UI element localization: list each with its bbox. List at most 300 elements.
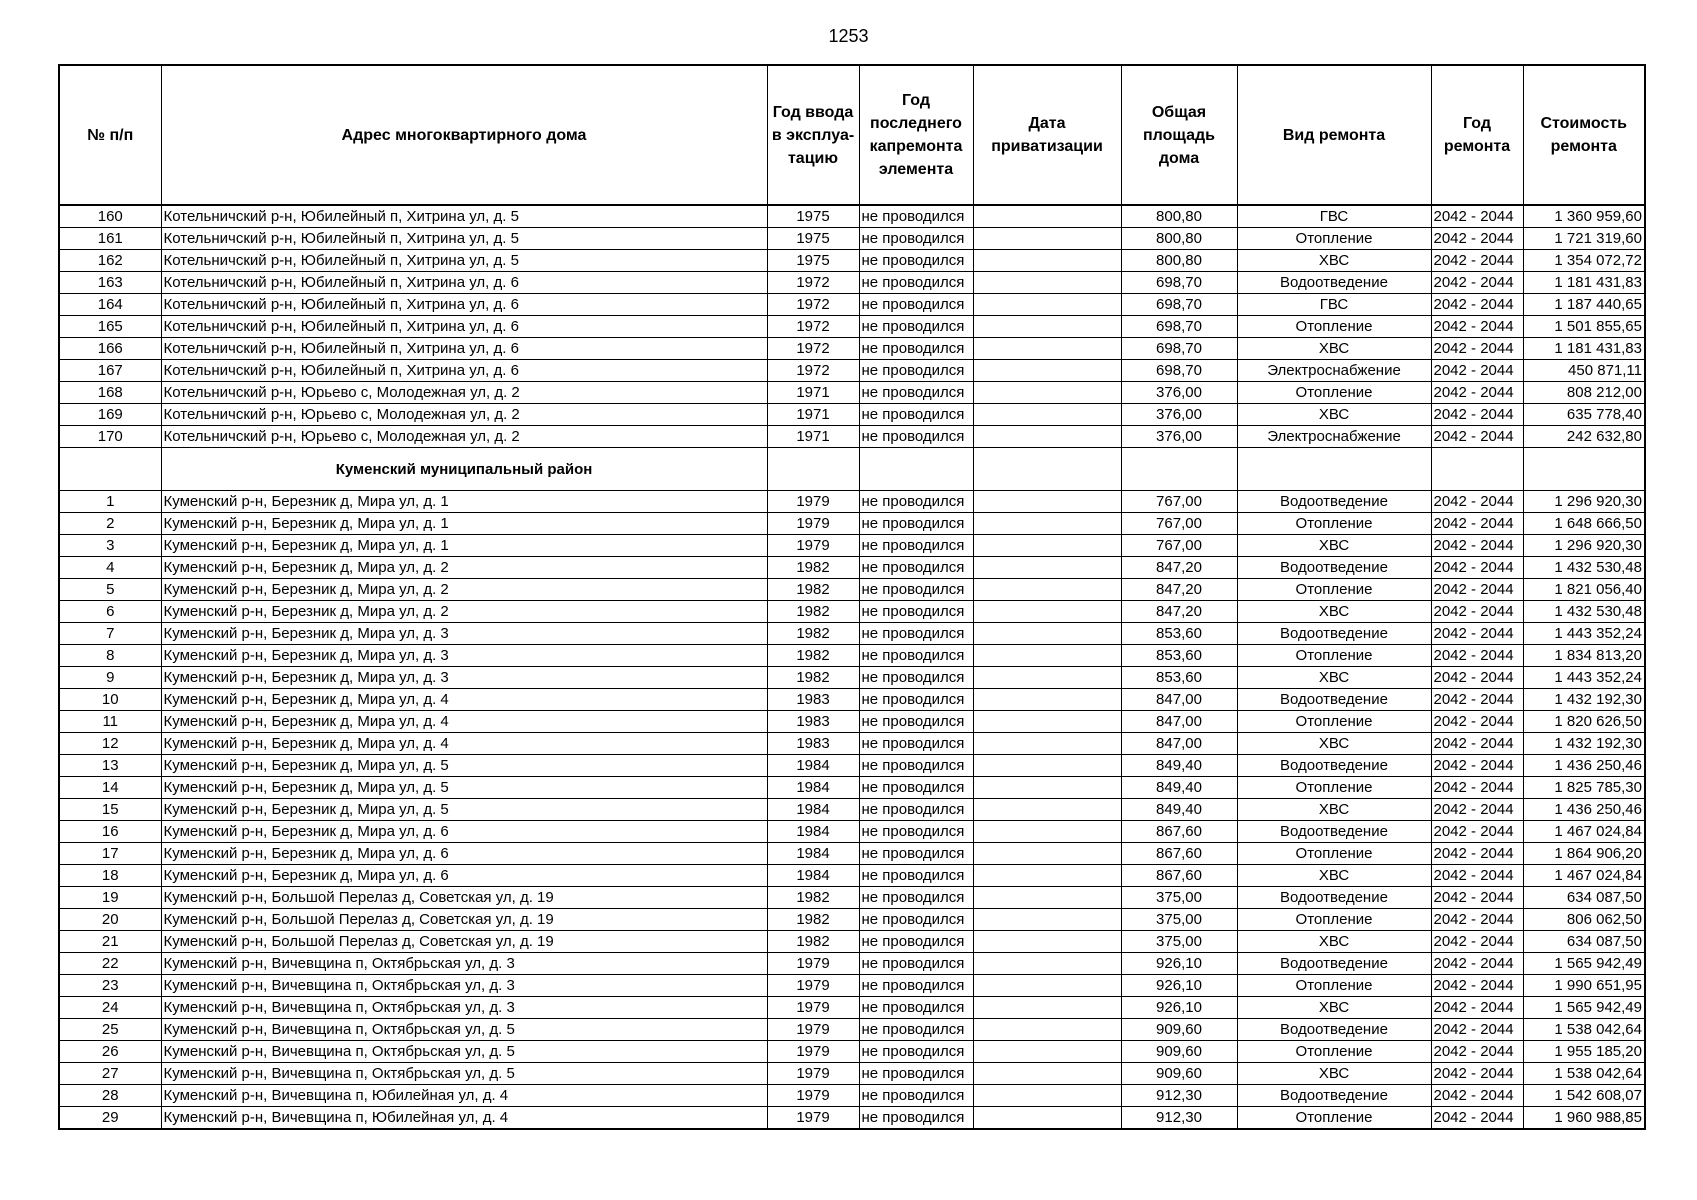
cell-cost: 635 778,40 [1523,404,1645,426]
table-row [59,755,1645,777]
table-row [59,338,1645,360]
cell-area: 847,20 [1121,579,1237,601]
cell-year-built: 1979 [767,1019,859,1041]
table-row [59,777,1645,799]
table-row [59,931,1645,953]
cell-num: 167 [59,360,161,382]
cell-repair-year: 2042 - 2044 [1431,909,1523,931]
cell-area: 767,00 [1121,491,1237,513]
cell-repair-year: 2042 - 2044 [1431,689,1523,711]
cell-repair-type: ХВС [1237,250,1431,272]
cell-repair-year: 2042 - 2044 [1431,997,1523,1019]
cell-privatization [973,250,1121,272]
cell-repair-type: Электроснабжение [1237,360,1431,382]
cell-num: 19 [59,887,161,909]
cell-privatization [973,931,1121,953]
section-empty-cell [859,448,973,491]
section-empty-cell [1121,448,1237,491]
cell-address: Куменский р-н, Вичевщина п, Октябрьская ул, д. 5 [161,1063,767,1085]
cell-privatization [973,404,1121,426]
cell-address: Куменский р-н, Березник д, Мира ул, д. 1 [161,513,767,535]
cell-area: 847,00 [1121,711,1237,733]
cell-year-built: 1979 [767,491,859,513]
cell-repair-type: Водоотведение [1237,272,1431,294]
cell-area: 867,60 [1121,865,1237,887]
table-row [59,513,1645,535]
table-row [59,1085,1645,1107]
cell-cost: 1 955 185,20 [1523,1041,1645,1063]
cell-privatization [973,777,1121,799]
table-row [59,667,1645,689]
cell-last-repair: не проводился [859,205,973,228]
cell-year-built: 1975 [767,228,859,250]
cell-num: 29 [59,1107,161,1130]
cell-year-built: 1979 [767,975,859,997]
cell-cost: 1 360 959,60 [1523,205,1645,228]
cell-last-repair: не проводился [859,272,973,294]
cell-last-repair: не проводился [859,250,973,272]
table-row [59,272,1645,294]
cell-address: Куменский р-н, Вичевщина п, Октябрьская ул, д. 3 [161,953,767,975]
cell-cost: 1 565 942,49 [1523,997,1645,1019]
cell-address: Куменский р-н, Березник д, Мира ул, д. 4 [161,689,767,711]
cell-privatization [973,887,1121,909]
cell-cost: 1 436 250,46 [1523,755,1645,777]
table-row [59,535,1645,557]
cell-address: Котельничский р-н, Юбилейный п, Хитрина ул, д. 5 [161,205,767,228]
cell-address: Куменский р-н, Вичевщина п, Октябрьская ул, д. 5 [161,1019,767,1041]
cell-address: Куменский р-н, Березник д, Мира ул, д. 4 [161,711,767,733]
cell-year-built: 1984 [767,755,859,777]
cell-year-built: 1984 [767,821,859,843]
cell-repair-type: ХВС [1237,338,1431,360]
cell-num: 160 [59,205,161,228]
cell-privatization [973,843,1121,865]
header-row [59,65,1645,205]
cell-privatization [973,689,1121,711]
cell-area: 698,70 [1121,360,1237,382]
table-row [59,909,1645,931]
cell-repair-type: Отопление [1237,382,1431,404]
cell-area: 698,70 [1121,316,1237,338]
section-empty-cell [1237,448,1431,491]
cell-address: Куменский р-н, Березник д, Мира ул, д. 3 [161,667,767,689]
table-row [59,1019,1645,1041]
header-num: № п/п [59,65,161,205]
cell-address: Куменский р-н, Вичевщина п, Юбилейная ул, д. 4 [161,1085,767,1107]
cell-num: 11 [59,711,161,733]
cell-repair-type: ХВС [1237,931,1431,953]
table-row [59,360,1645,382]
cell-last-repair: не проводился [859,755,973,777]
cell-num: 22 [59,953,161,975]
cell-privatization [973,535,1121,557]
cell-area: 909,60 [1121,1041,1237,1063]
header-cost: Стоимость ремонта [1523,65,1645,205]
cell-last-repair: не проводился [859,667,973,689]
cell-area: 926,10 [1121,997,1237,1019]
cell-repair-year: 2042 - 2044 [1431,755,1523,777]
cell-repair-type: Водоотведение [1237,953,1431,975]
cell-repair-year: 2042 - 2044 [1431,228,1523,250]
cell-repair-type: ХВС [1237,997,1431,1019]
cell-repair-year: 2042 - 2044 [1431,1107,1523,1130]
cell-repair-type: Отопление [1237,1107,1431,1130]
cell-address: Котельничский р-н, Юрьево с, Молодежная ул, д. 2 [161,382,767,404]
table-row [59,975,1645,997]
cell-num: 168 [59,382,161,404]
cell-privatization [973,513,1121,535]
cell-area: 926,10 [1121,953,1237,975]
cell-last-repair: не проводился [859,1041,973,1063]
table-row [59,799,1645,821]
cell-address: Куменский р-н, Березник д, Мира ул, д. 5 [161,777,767,799]
cell-privatization [973,557,1121,579]
cell-repair-type: Отопление [1237,1041,1431,1063]
cell-cost: 1 501 855,65 [1523,316,1645,338]
cell-cost: 450 871,11 [1523,360,1645,382]
cell-num: 1 [59,491,161,513]
table-row [59,645,1645,667]
cell-privatization [973,865,1121,887]
cell-num: 14 [59,777,161,799]
cell-last-repair: не проводился [859,513,973,535]
cell-repair-type: Водоотведение [1237,1085,1431,1107]
cell-privatization [973,821,1121,843]
cell-last-repair: не проводился [859,557,973,579]
cell-num: 10 [59,689,161,711]
cell-num: 162 [59,250,161,272]
cell-repair-type: Водоотведение [1237,755,1431,777]
table-row [59,294,1645,316]
header-area: Общая площадь дома [1121,65,1237,205]
table-row [59,1063,1645,1085]
cell-address: Куменский р-н, Вичевщина п, Октябрьская ул, д. 3 [161,975,767,997]
cell-privatization [973,645,1121,667]
cell-year-built: 1972 [767,272,859,294]
cell-area: 698,70 [1121,338,1237,360]
cell-cost: 1 443 352,24 [1523,667,1645,689]
table-row [59,601,1645,623]
cell-privatization [973,601,1121,623]
table-row [59,404,1645,426]
cell-area: 849,40 [1121,799,1237,821]
cell-privatization [973,360,1121,382]
cell-repair-year: 2042 - 2044 [1431,205,1523,228]
cell-year-built: 1983 [767,733,859,755]
cell-last-repair: не проводился [859,953,973,975]
cell-num: 6 [59,601,161,623]
cell-cost: 1 181 431,83 [1523,338,1645,360]
cell-cost: 1 565 942,49 [1523,953,1645,975]
cell-repair-type: ХВС [1237,733,1431,755]
cell-repair-year: 2042 - 2044 [1431,667,1523,689]
cell-last-repair: не проводился [859,909,973,931]
cell-address: Куменский р-н, Березник д, Мира ул, д. 5 [161,755,767,777]
cell-last-repair: не проводился [859,1019,973,1041]
cell-num: 8 [59,645,161,667]
cell-area: 767,00 [1121,513,1237,535]
cell-privatization [973,382,1121,404]
section-body [59,448,1645,491]
cell-address: Куменский р-н, Березник д, Мира ул, д. 2 [161,601,767,623]
cell-privatization [973,755,1121,777]
cell-repair-year: 2042 - 2044 [1431,579,1523,601]
cell-num: 15 [59,799,161,821]
cell-last-repair: не проводился [859,360,973,382]
cell-area: 375,00 [1121,931,1237,953]
cell-cost: 1 721 319,60 [1523,228,1645,250]
cell-last-repair: не проводился [859,294,973,316]
cell-last-repair: не проводился [859,931,973,953]
cell-num: 27 [59,1063,161,1085]
cell-privatization [973,1107,1121,1130]
cell-area: 849,40 [1121,777,1237,799]
cell-privatization [973,623,1121,645]
cell-area: 867,60 [1121,821,1237,843]
cell-year-built: 1982 [767,931,859,953]
cell-num: 28 [59,1085,161,1107]
cell-repair-year: 2042 - 2044 [1431,250,1523,272]
cell-address: Куменский р-н, Вичевщина п, Октябрьская ул, д. 3 [161,997,767,1019]
cell-cost: 1 432 192,30 [1523,689,1645,711]
cell-year-built: 1972 [767,360,859,382]
cell-area: 926,10 [1121,975,1237,997]
cell-last-repair: не проводился [859,711,973,733]
cell-address: Куменский р-н, Вичевщина п, Юбилейная ул, д. 4 [161,1107,767,1130]
cell-area: 867,60 [1121,843,1237,865]
cell-repair-year: 2042 - 2044 [1431,733,1523,755]
cell-last-repair: не проводился [859,777,973,799]
cell-num: 25 [59,1019,161,1041]
cell-repair-type: Водоотведение [1237,1019,1431,1041]
cell-privatization [973,579,1121,601]
cell-num: 169 [59,404,161,426]
cell-address: Куменский р-н, Березник д, Мира ул, д. 1 [161,491,767,513]
cell-year-built: 1984 [767,843,859,865]
cell-cost: 1 432 530,48 [1523,557,1645,579]
cell-num: 26 [59,1041,161,1063]
cell-privatization [973,1041,1121,1063]
cell-repair-year: 2042 - 2044 [1431,711,1523,733]
cell-area: 800,80 [1121,250,1237,272]
cell-address: Куменский р-н, Березник д, Мира ул, д. 2 [161,579,767,601]
cell-cost: 1 181 431,83 [1523,272,1645,294]
cell-repair-year: 2042 - 2044 [1431,623,1523,645]
cell-address: Котельничский р-н, Юбилейный п, Хитрина ул, д. 6 [161,272,767,294]
cell-repair-type: ГВС [1237,205,1431,228]
cell-last-repair: не проводился [859,1085,973,1107]
cell-last-repair: не проводился [859,426,973,448]
cell-cost: 1 432 530,48 [1523,601,1645,623]
cell-privatization [973,294,1121,316]
cell-repair-type: Отопление [1237,843,1431,865]
cell-cost: 1 467 024,84 [1523,865,1645,887]
cell-address: Куменский р-н, Березник д, Мира ул, д. 1 [161,535,767,557]
cell-privatization [973,491,1121,513]
cell-last-repair: не проводился [859,865,973,887]
cell-num: 9 [59,667,161,689]
cell-privatization [973,228,1121,250]
cell-year-built: 1982 [767,623,859,645]
header-repair-type: Вид ремонта [1237,65,1431,205]
table-body-top [59,205,1645,448]
cell-area: 849,40 [1121,755,1237,777]
cell-area: 912,30 [1121,1107,1237,1130]
cell-cost: 1 436 250,46 [1523,799,1645,821]
cell-last-repair: не проводился [859,689,973,711]
cell-area: 853,60 [1121,667,1237,689]
cell-repair-type: Водоотведение [1237,689,1431,711]
cell-cost: 1 187 440,65 [1523,294,1645,316]
cell-address: Куменский р-н, Большой Перелаз д, Советская ул, д. 19 [161,887,767,909]
section-empty-cell [1523,448,1645,491]
cell-repair-year: 2042 - 2044 [1431,557,1523,579]
cell-privatization [973,426,1121,448]
table-row [59,426,1645,448]
cell-repair-year: 2042 - 2044 [1431,1041,1523,1063]
cell-address: Куменский р-н, Березник д, Мира ул, д. 5 [161,799,767,821]
cell-repair-year: 2042 - 2044 [1431,1085,1523,1107]
cell-num: 163 [59,272,161,294]
cell-area: 909,60 [1121,1063,1237,1085]
cell-repair-year: 2042 - 2044 [1431,360,1523,382]
cell-last-repair: не проводился [859,645,973,667]
cell-year-built: 1971 [767,382,859,404]
cell-address: Куменский р-н, Березник д, Мира ул, д. 4 [161,733,767,755]
cell-repair-type: Отопление [1237,228,1431,250]
header-year-built: Год ввода в эксплуа- тацию [767,65,859,205]
cell-last-repair: не проводился [859,733,973,755]
cell-repair-year: 2042 - 2044 [1431,601,1523,623]
table-row [59,1041,1645,1063]
cell-repair-year: 2042 - 2044 [1431,1063,1523,1085]
table-row [59,316,1645,338]
cell-repair-year: 2042 - 2044 [1431,953,1523,975]
cell-repair-type: Электроснабжение [1237,426,1431,448]
cell-cost: 1 443 352,24 [1523,623,1645,645]
cell-area: 847,00 [1121,689,1237,711]
cell-repair-year: 2042 - 2044 [1431,799,1523,821]
cell-area: 800,80 [1121,205,1237,228]
table-row [59,689,1645,711]
cell-privatization [973,1019,1121,1041]
cell-cost: 1 648 666,50 [1523,513,1645,535]
cell-privatization [973,733,1121,755]
cell-last-repair: не проводился [859,316,973,338]
cell-address: Куменский р-н, Березник д, Мира ул, д. 6 [161,865,767,887]
section-empty-cell [767,448,859,491]
cell-repair-year: 2042 - 2044 [1431,382,1523,404]
cell-year-built: 1982 [767,645,859,667]
cell-privatization [973,1085,1121,1107]
cell-repair-year: 2042 - 2044 [1431,975,1523,997]
cell-num: 164 [59,294,161,316]
table-row [59,623,1645,645]
cell-cost: 1 432 192,30 [1523,733,1645,755]
cell-area: 376,00 [1121,404,1237,426]
cell-repair-type: Водоотведение [1237,491,1431,513]
header-privatization: Дата приватизации [973,65,1121,205]
table-row [59,711,1645,733]
cell-year-built: 1971 [767,426,859,448]
cell-last-repair: не проводился [859,338,973,360]
table-row [59,733,1645,755]
cell-cost: 1 296 920,30 [1523,491,1645,513]
cell-cost: 634 087,50 [1523,931,1645,953]
cell-cost: 1 538 042,64 [1523,1063,1645,1085]
cell-area: 847,20 [1121,557,1237,579]
section-row [59,448,1645,491]
cell-address: Котельничский р-н, Юбилейный п, Хитрина ул, д. 6 [161,316,767,338]
cell-year-built: 1975 [767,250,859,272]
cell-last-repair: не проводился [859,821,973,843]
cell-repair-year: 2042 - 2044 [1431,294,1523,316]
cell-last-repair: не проводился [859,601,973,623]
section-empty-cell [973,448,1121,491]
header-last-repair: Год последнего капремонта элемента [859,65,973,205]
cell-repair-year: 2042 - 2044 [1431,843,1523,865]
cell-area: 698,70 [1121,272,1237,294]
page-number: 1253 [828,26,869,46]
cell-year-built: 1982 [767,579,859,601]
cell-area: 853,60 [1121,645,1237,667]
cell-privatization [973,667,1121,689]
table-row [59,228,1645,250]
cell-cost: 1 542 608,07 [1523,1085,1645,1107]
cell-year-built: 1982 [767,667,859,689]
cell-repair-type: ХВС [1237,865,1431,887]
cell-repair-year: 2042 - 2044 [1431,821,1523,843]
table-body-bottom [59,491,1645,1130]
cell-privatization [973,711,1121,733]
cell-area: 800,80 [1121,228,1237,250]
cell-area: 847,20 [1121,601,1237,623]
cell-last-repair: не проводился [859,975,973,997]
cell-privatization [973,799,1121,821]
table-row [59,865,1645,887]
cell-num: 170 [59,426,161,448]
cell-year-built: 1979 [767,535,859,557]
cell-address: Куменский р-н, Березник д, Мира ул, д. 6 [161,843,767,865]
cell-address: Куменский р-н, Березник д, Мира ул, д. 3 [161,645,767,667]
table-row [59,887,1645,909]
cell-cost: 1 990 651,95 [1523,975,1645,997]
cell-repair-year: 2042 - 2044 [1431,426,1523,448]
cell-cost: 1 864 906,20 [1523,843,1645,865]
cell-address: Котельничский р-н, Юбилейный п, Хитрина ул, д. 5 [161,250,767,272]
cell-area: 912,30 [1121,1085,1237,1107]
cell-repair-type: Водоотведение [1237,623,1431,645]
cell-year-built: 1972 [767,338,859,360]
cell-last-repair: не проводился [859,404,973,426]
cell-cost: 242 632,80 [1523,426,1645,448]
cell-privatization [973,953,1121,975]
cell-year-built: 1979 [767,1041,859,1063]
cell-privatization [973,272,1121,294]
cell-address: Котельничский р-н, Юбилейный п, Хитрина ул, д. 6 [161,360,767,382]
cell-last-repair: не проводился [859,843,973,865]
cell-repair-year: 2042 - 2044 [1431,777,1523,799]
cell-address: Куменский р-н, Березник д, Мира ул, д. 3 [161,623,767,645]
cell-address: Куменский р-н, Большой Перелаз д, Советская ул, д. 19 [161,909,767,931]
cell-cost: 1 820 626,50 [1523,711,1645,733]
table-row [59,250,1645,272]
cell-address: Котельничский р-н, Юрьево с, Молодежная ул, д. 2 [161,404,767,426]
table-row [59,205,1645,228]
cell-cost: 1 354 072,72 [1523,250,1645,272]
cell-last-repair: не проводился [859,228,973,250]
